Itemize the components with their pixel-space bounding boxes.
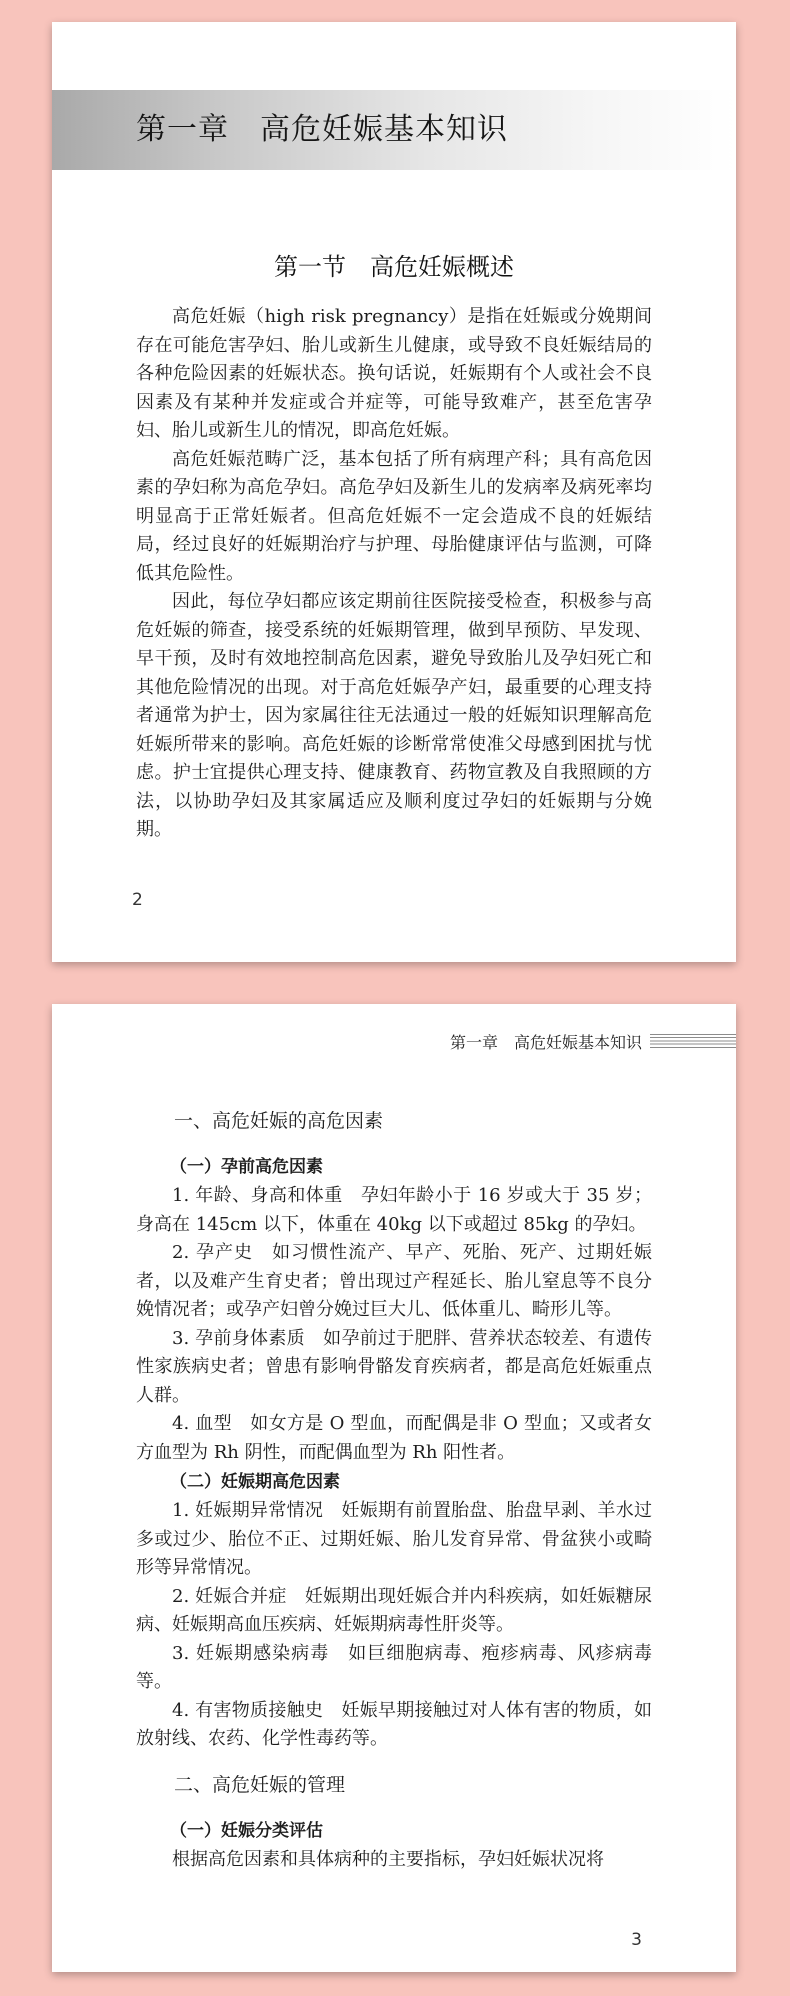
- page2-body: [136, 1096, 652, 1874]
- paragraph: 根据高危因素和具体病种的主要指标，孕妇妊娠状况将: [172, 1848, 604, 1870]
- subheading-classification: （一）妊娠分类评估: [170, 1820, 323, 1841]
- page-number: 3: [631, 1930, 642, 1950]
- list-item: 3. 妊娠期感染病毒 如巨细胞病毒、疱疹病毒、风疹病毒等。: [136, 1642, 652, 1692]
- list-item: 4. 有害物质接触史 妊娠早期接触过对人体有害的物质，如放射线、农药、化学性毒药等。: [136, 1699, 652, 1749]
- paragraph: 高危妊娠范畴广泛，基本包括了所有病理产科；具有高危因素的孕妇称为高危孕妇。高危孕妇及新生儿的发病率及病死率均明显高于正常妊娠者。但高危妊娠不一定会造成不良的妊娠结局，经过良好的妊娠期治疗与护理、母胎健康评估与监测，可降低其危险性。: [136, 448, 652, 584]
- list-item: 1. 年龄、身高和体重 孕妇年龄小于 16 岁或大于 35 岁；身高在 145cm 以下，体重在 40kg 以下或超过 85kg 的孕妇。: [136, 1185, 652, 1235]
- list-item: 3. 孕前身体素质 如孕前过于肥胖、营养状态较差、有遗传性家族病史者；曾患有影响骨骼发育疾病者，都是高危妊娠重点人群。: [136, 1327, 652, 1406]
- subheading-pregnancy: （二）妊娠期高危因素: [170, 1472, 340, 1492]
- chapter-banner: [52, 90, 736, 170]
- section-title: 第一节 高危妊娠概述: [274, 253, 514, 281]
- list-item: 2. 妊娠合并症 妊娠期出现妊娠合并内科疾病，如妊娠糖尿病、妊娠期高血压疾病、妊娠期病毒性肝炎等。: [136, 1585, 652, 1635]
- list-item: 2. 孕产史 如习惯性流产、早产、死胎、死产、过期妊娠者，以及难产生育史者；曾出现过产程延长、胎儿窒息等不良分娩情况者；或孕产妇曾分娩过巨大儿、低体重儿、畸形儿等。: [136, 1242, 652, 1320]
- heading-management: 二、高危妊娠的管理: [174, 1773, 346, 1796]
- heading-risk-factors: 一、高危妊娠的高危因素: [174, 1110, 384, 1132]
- page1-body: [136, 303, 652, 845]
- list-item: 1. 妊娠期异常情况 妊娠期有前置胎盘、胎盘早剥、羊水过多或过少、胎位不正、过期妊娠、胎儿发育异常、骨盆狭小或畸形等异常情况。: [136, 1500, 652, 1578]
- subheading-prepregnancy: （一）孕前高危因素: [170, 1157, 323, 1177]
- header-rule-lines: [650, 1034, 736, 1050]
- chapter-title: 第一章 高危妊娠基本知识: [136, 112, 508, 147]
- running-header: [52, 1026, 736, 1056]
- book-page-left: [52, 22, 736, 962]
- book-page-right: [52, 1004, 736, 1972]
- running-header-title: 第一章 高危妊娠基本知识: [449, 1033, 642, 1052]
- page-number: 2: [132, 890, 143, 910]
- paragraph: 高危妊娠（high risk pregnancy）是指在妊娠或分娩期间存在可能危害孕妇、胎儿或新生儿健康，或导致不良妊娠结局的各种危险因素的妊娠状态。换句话说，妊娠期有个人或社会不良因素及有某种并发症或合并症等，可能导致难产，甚至危害孕妇、胎儿或新生儿的情况，即高危妊娠。: [136, 306, 652, 441]
- list-item: 4. 血型 如女方是 O 型血，而配偶是非 O 型血；又或者女方血型为 Rh 阴性，而配偶血型为 Rh 阳性者。: [136, 1413, 652, 1463]
- paragraph: 因此，每位孕妇都应该定期前往医院接受检查，积极参与高危妊娠的筛查，接受系统的妊娠期管理，做到早预防、早发现、早干预，及时有效地控制高危因素，避免导致胎儿及孕妇死亡和其他危险情况的出现。对于高危妊娠孕产妇，最重要的心理支持者通常为护士，因为家属往往无法通过一般的妊娠知识理解高危妊娠所带来的影响。高危妊娠的诊断常常使准父母感到困扰与忧虑。护士宜提供心理支持、健康教育、药物宣教及自我照顾的方法，以协助孕妇及其家属适应及顺利度过孕妇的妊娠期与分娩期。: [136, 591, 652, 840]
